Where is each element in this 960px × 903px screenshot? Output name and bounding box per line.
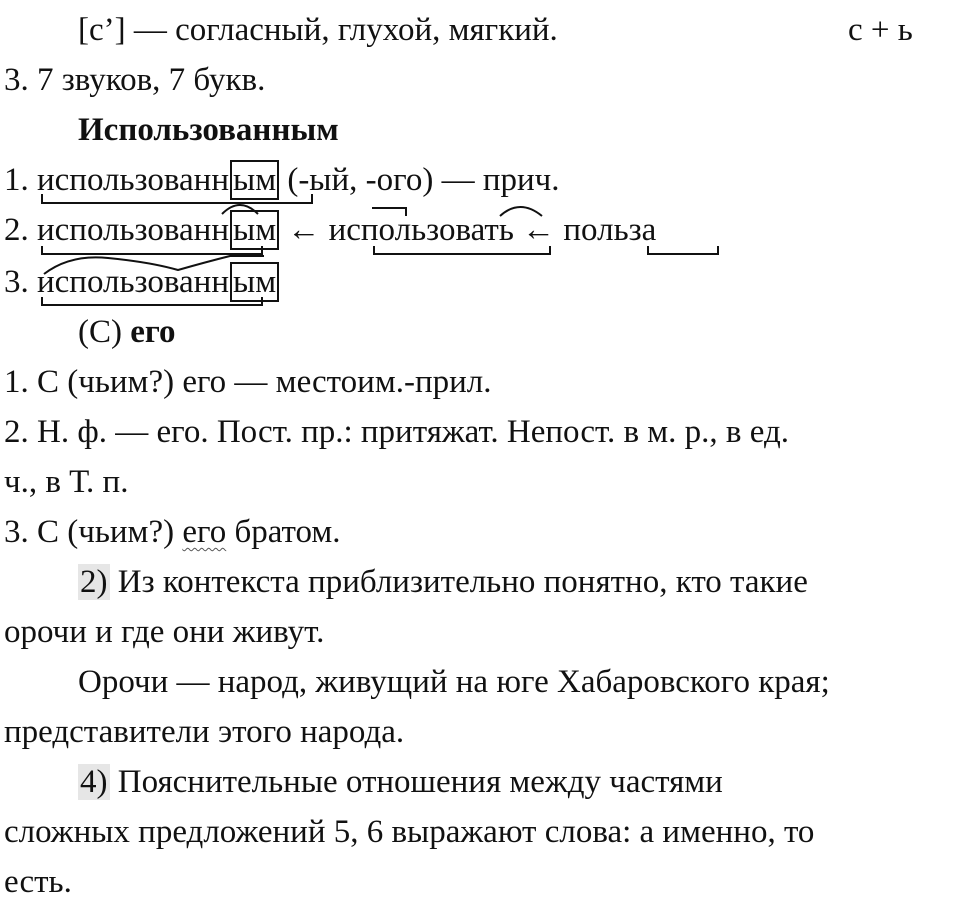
- answer-4-end: есть.: [4, 864, 72, 900]
- answer-text: Из контекста приблизительно понятно, кто такие: [109, 564, 808, 600]
- pronoun-heading: [78, 312, 176, 352]
- item-number: 1.: [4, 162, 37, 198]
- definition-line: Орочи — народ, живущий на юге Хабаровского края;: [78, 664, 830, 700]
- derivation-chain: ← использовать ← польза: [279, 212, 657, 248]
- analysis-line-2: 2. Н. ф. — его. Пост. пр.: притяжат. Непост. в м. р., в ед.: [4, 414, 790, 450]
- answer-4-cont: сложных предложений 5, 6 выражают слова: а именно, то: [4, 814, 815, 850]
- letter-note: с + ь: [848, 12, 913, 48]
- word-heading-text: Использованным: [78, 112, 339, 148]
- pronoun-word: его: [130, 314, 176, 350]
- morph-line-3: [4, 262, 279, 302]
- answer-number-highlight: 2): [80, 564, 108, 600]
- morph-line-1: [4, 160, 560, 200]
- word-stem: использованн: [37, 264, 230, 300]
- analysis-line-1: 1. С (чьим?) его — местоим.-прил.: [4, 364, 492, 400]
- analysis-suffix: братом.: [226, 514, 341, 550]
- definition-cont: представители этого народа.: [4, 714, 405, 750]
- answer-2-line: [78, 562, 808, 602]
- underlined-word: его: [182, 514, 227, 550]
- analysis-line-2-cont: ч., в Т. п.: [4, 464, 129, 500]
- phonetic-line: [с’] — согласный, глухой, мягкий.: [78, 12, 558, 48]
- answer-number-highlight: 4): [80, 764, 108, 800]
- item-number: 3.: [4, 264, 37, 300]
- item-number: 2.: [4, 212, 37, 248]
- ending-box: ым: [230, 210, 279, 250]
- root-bracket: [648, 246, 718, 254]
- sound-count-line: 3. 7 звуков, 7 букв.: [4, 62, 266, 98]
- analysis-prefix: 3. С (чьим?): [4, 514, 183, 550]
- word-stem: использованн: [37, 162, 230, 198]
- word-stem: использованн: [37, 212, 230, 248]
- ending-box: ым: [230, 160, 279, 200]
- analysis-line-3: [4, 512, 341, 552]
- answer-text: Пояснительные отношения между частями: [109, 764, 723, 800]
- answer-4-line: [78, 762, 723, 802]
- word-heading: [78, 110, 339, 150]
- answer-2-cont: орочи и где они живут.: [4, 614, 325, 650]
- morph-line-2: [4, 210, 656, 250]
- ending-box: ым: [230, 262, 279, 302]
- morph-note: (-ый, -ого) — прич.: [279, 162, 560, 198]
- pronoun-prefix: (С): [78, 314, 131, 350]
